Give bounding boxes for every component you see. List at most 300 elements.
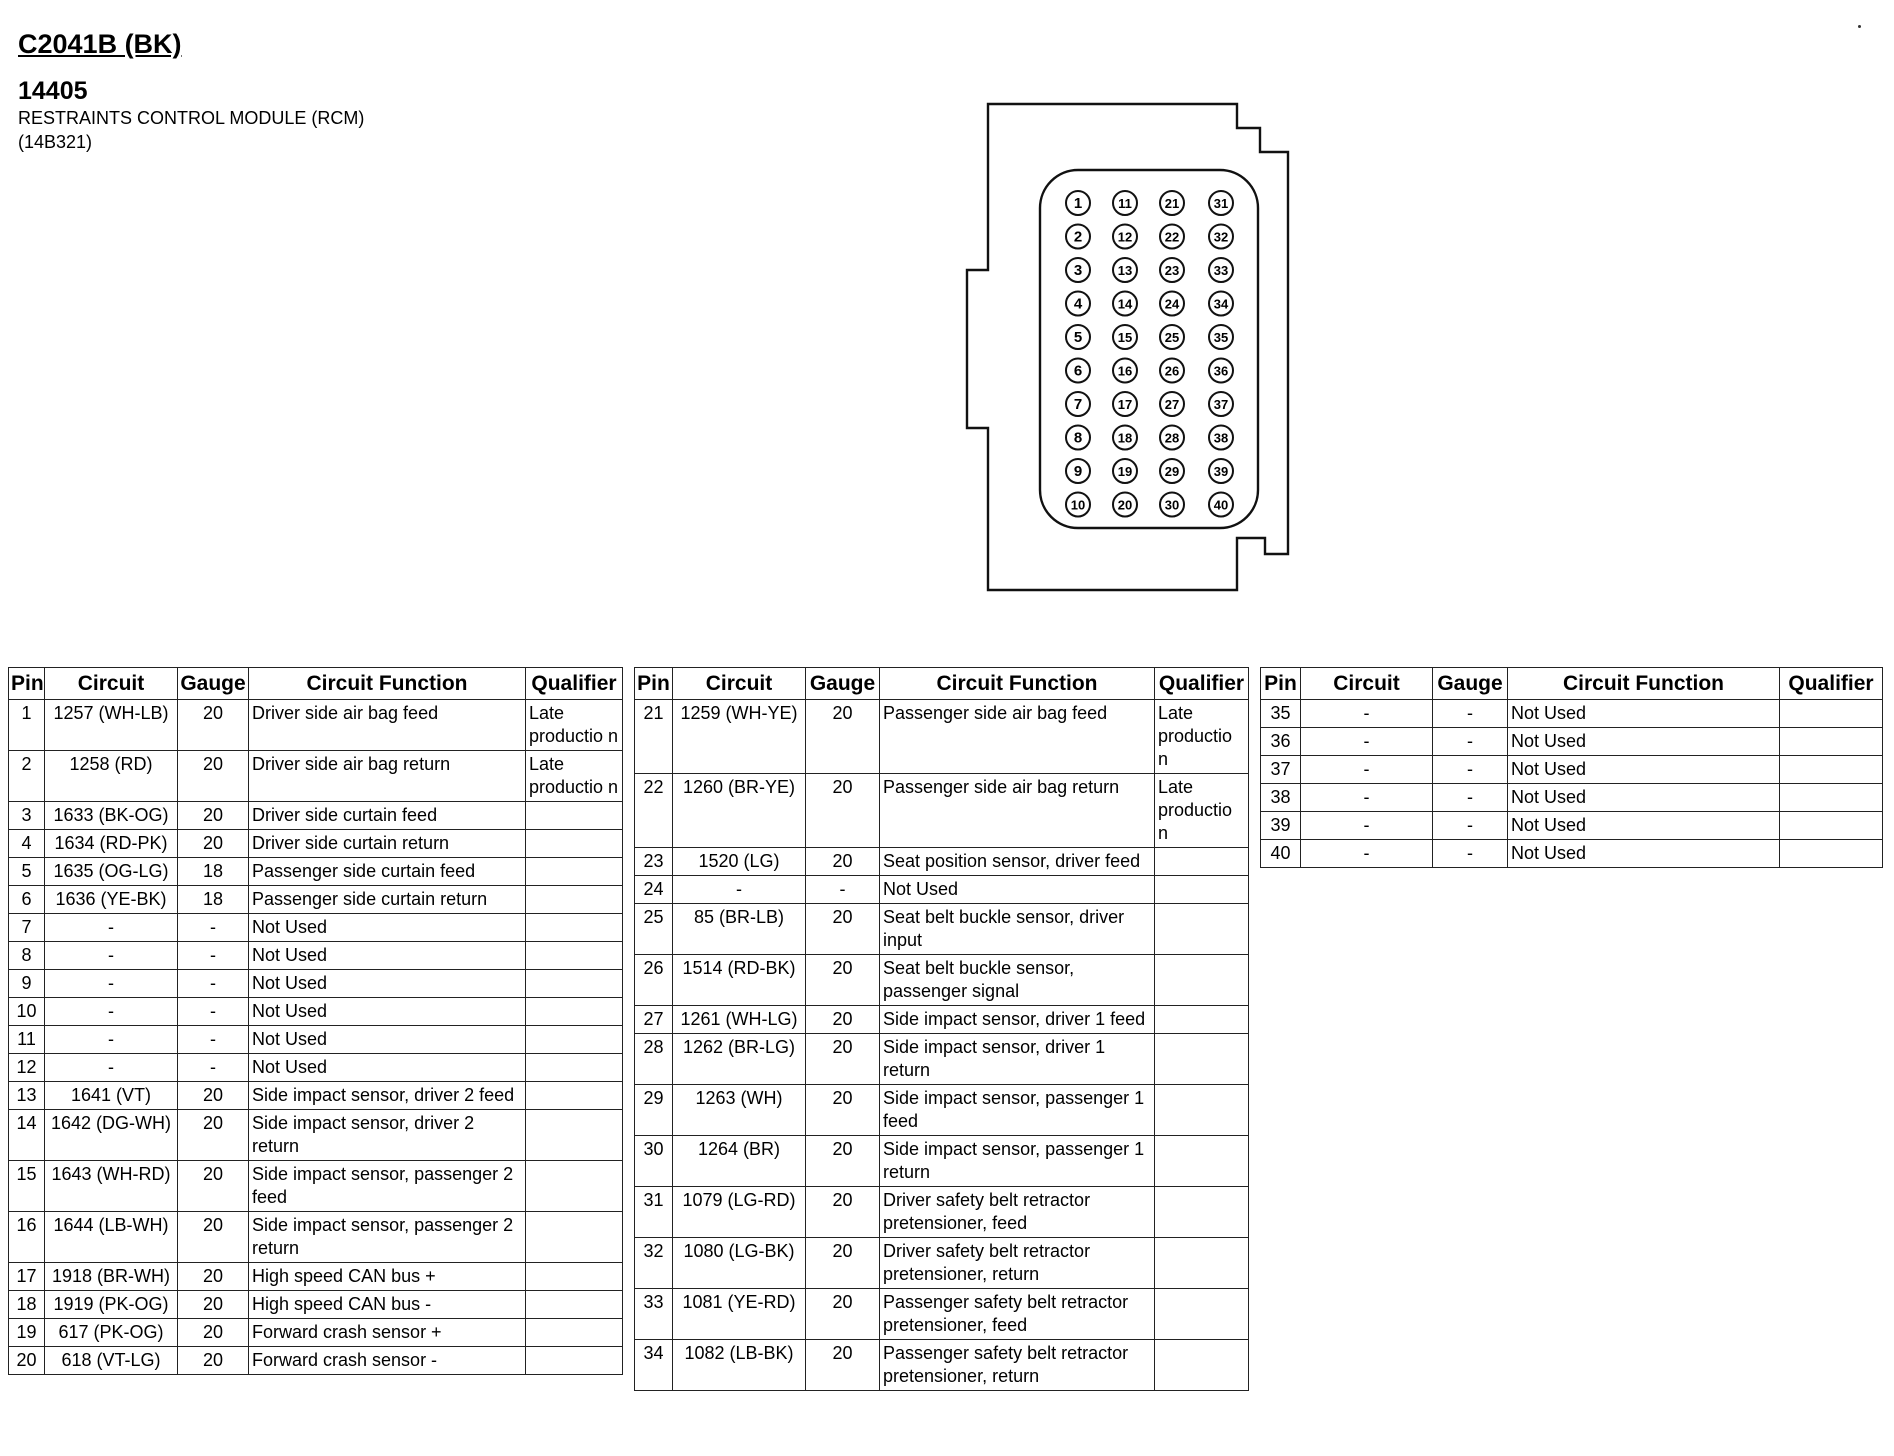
connector-pin — [1209, 292, 1233, 316]
pin-number-label: 11 — [1118, 196, 1132, 211]
function-cell: Driver side air bag feed — [249, 700, 526, 751]
table-row — [635, 1340, 1249, 1391]
function-cell: Driver side curtain return — [249, 830, 526, 858]
circuit-cell: 1636 (YE-BK) — [45, 886, 178, 914]
qualifier-cell — [1155, 1289, 1249, 1340]
table-row — [9, 886, 623, 914]
pin-number-label: 19 — [1117, 464, 1133, 479]
table-row — [9, 1026, 623, 1054]
pin-number-label: 40 — [1213, 497, 1229, 513]
pin-cell: 29 — [635, 1085, 673, 1136]
pin-number-label: 9 — [1073, 463, 1083, 480]
connector-pin — [1209, 325, 1233, 349]
function-cell: Side impact sensor, driver 2 feed — [249, 1082, 526, 1110]
col-header-qualifier: Qualifier — [1155, 668, 1249, 700]
pin-cell: 28 — [635, 1034, 673, 1085]
qualifier-cell: Late productio n — [526, 700, 623, 751]
module-code: (14B321) — [18, 132, 93, 152]
pin-number-label: 4 — [1073, 295, 1083, 313]
circuit-cell: 1633 (BK-OG) — [45, 802, 178, 830]
table-row — [9, 1082, 623, 1110]
qualifier-cell — [1155, 1085, 1249, 1136]
circuit-cell: 1514 (RD-BK) — [673, 955, 806, 1006]
pin-number-label: 34 — [1213, 296, 1229, 312]
pin-number-label: 25 — [1164, 330, 1180, 345]
pin-cell: 25 — [635, 904, 673, 955]
gauge-cell: - — [178, 914, 249, 942]
gauge-cell: - — [178, 1054, 249, 1082]
function-cell: Side impact sensor, passenger 1 feed — [880, 1085, 1155, 1136]
qualifier-cell — [526, 1347, 623, 1375]
qualifier-cell: Late productio n — [1155, 700, 1249, 774]
gauge-cell: 20 — [806, 1289, 880, 1340]
circuit-cell: - — [45, 1026, 178, 1054]
pin-number-label: 10 — [1070, 497, 1086, 513]
circuit-cell: - — [673, 876, 806, 904]
connector-pin — [1113, 325, 1137, 349]
qualifier-cell — [526, 1212, 623, 1263]
qualifier-cell — [1155, 1187, 1249, 1238]
pin-number-label: 2 — [1073, 228, 1083, 246]
qualifier-cell — [526, 1026, 623, 1054]
qualifier-cell — [1155, 1006, 1249, 1034]
circuit-cell: - — [1301, 784, 1433, 812]
col-header-function: Circuit Function — [249, 668, 526, 700]
table-row — [9, 998, 623, 1026]
circuit-cell: 1258 (RD) — [45, 751, 178, 802]
table-row — [1261, 700, 1883, 728]
function-cell: Not Used — [249, 998, 526, 1026]
pin-number-label: 17 — [1117, 397, 1133, 412]
circuit-cell: 1080 (LG-BK) — [673, 1238, 806, 1289]
pin-number-label: 30 — [1164, 497, 1180, 513]
pin-cell: 40 — [1261, 840, 1301, 868]
circuit-cell: - — [1301, 840, 1433, 868]
pin-number-label: 16 — [1117, 363, 1133, 379]
pin-cell: 17 — [9, 1263, 45, 1291]
table-row — [9, 830, 623, 858]
qualifier-cell — [1780, 784, 1883, 812]
circuit-cell: 1257 (WH-LB) — [45, 700, 178, 751]
pin-number-label: 6 — [1073, 362, 1083, 380]
qualifier-cell — [1155, 955, 1249, 1006]
connector-pin — [1209, 459, 1233, 483]
circuit-cell: - — [1301, 728, 1433, 756]
circuit-cell: 1918 (BR-WH) — [45, 1263, 178, 1291]
connector-pin — [1209, 493, 1233, 517]
col-header-gauge: Gauge — [178, 668, 249, 700]
connector-pin — [1160, 191, 1184, 215]
pin-cell: 33 — [635, 1289, 673, 1340]
pin-cell: 11 — [9, 1026, 45, 1054]
connector-pin — [1160, 325, 1184, 349]
function-cell: Side impact sensor, passenger 2 feed — [249, 1161, 526, 1212]
qualifier-cell — [1155, 876, 1249, 904]
connector-pin — [1066, 493, 1090, 517]
table-row — [635, 1136, 1249, 1187]
table-row — [635, 876, 1249, 904]
table-row — [9, 802, 623, 830]
connector-pin — [1066, 459, 1090, 483]
qualifier-cell — [1155, 1034, 1249, 1085]
pin-number-label: 26 — [1164, 363, 1180, 379]
pin-number-label: 39 — [1213, 464, 1229, 479]
scan-speck — [1858, 25, 1861, 28]
table-row — [635, 1006, 1249, 1034]
qualifier-cell — [526, 1263, 623, 1291]
qualifier-cell — [1780, 700, 1883, 728]
table-row — [9, 1263, 623, 1291]
circuit-cell: 1259 (WH-YE) — [673, 700, 806, 774]
function-cell: Not Used — [249, 942, 526, 970]
pin-cell: 19 — [9, 1319, 45, 1347]
pin-number-label: 28 — [1164, 430, 1180, 446]
connector-pin — [1066, 292, 1090, 316]
function-cell: Side impact sensor, passenger 1 return — [880, 1136, 1155, 1187]
gauge-cell: 20 — [806, 1085, 880, 1136]
function-cell: Passenger side curtain feed — [249, 858, 526, 886]
table-row — [1261, 728, 1883, 756]
gauge-cell: 18 — [178, 886, 249, 914]
pin-number-label: 13 — [1117, 263, 1133, 278]
table-row — [635, 904, 1249, 955]
function-cell: High speed CAN bus - — [249, 1291, 526, 1319]
table-row — [9, 1110, 623, 1161]
gauge-cell: 20 — [806, 1006, 880, 1034]
table-row — [635, 700, 1249, 774]
connector-pin — [1160, 392, 1184, 416]
pin-cell: 3 — [9, 802, 45, 830]
table-row — [9, 1347, 623, 1375]
table-row — [635, 1034, 1249, 1085]
table-row — [9, 751, 623, 802]
connector-pin — [1160, 459, 1184, 483]
qualifier-cell — [1155, 1238, 1249, 1289]
function-cell: Passenger safety belt retractor pretensioner, feed — [880, 1289, 1155, 1340]
gauge-cell: 20 — [806, 1340, 880, 1391]
gauge-cell: 20 — [806, 904, 880, 955]
connector-pin — [1113, 292, 1137, 316]
pin-cell: 2 — [9, 751, 45, 802]
gauge-cell: - — [178, 998, 249, 1026]
qualifier-cell — [526, 1291, 623, 1319]
gauge-cell: 20 — [806, 1187, 880, 1238]
qualifier-cell — [526, 1161, 623, 1212]
circuit-cell: - — [1301, 700, 1433, 728]
table-row — [9, 914, 623, 942]
col-header-qualifier: Qualifier — [526, 668, 623, 700]
circuit-cell: 1081 (YE-RD) — [673, 1289, 806, 1340]
circuit-cell: 1643 (WH-RD) — [45, 1161, 178, 1212]
pin-cell: 37 — [1261, 756, 1301, 784]
connector-pin — [1113, 459, 1137, 483]
qualifier-cell — [1780, 812, 1883, 840]
connector-pin — [1209, 225, 1233, 249]
circuit-cell: 1079 (LG-RD) — [673, 1187, 806, 1238]
table-header-row — [9, 668, 623, 700]
qualifier-cell — [526, 886, 623, 914]
gauge-cell: - — [806, 876, 880, 904]
table-row — [9, 700, 623, 751]
circuit-cell: - — [45, 1054, 178, 1082]
col-header-pin: Pin — [1261, 668, 1301, 700]
col-header-circuit: Circuit — [673, 668, 806, 700]
pin-table-1 — [8, 667, 623, 1375]
table-row — [1261, 784, 1883, 812]
qualifier-cell — [526, 942, 623, 970]
pin-cell: 27 — [635, 1006, 673, 1034]
function-cell: Not Used — [1508, 728, 1780, 756]
circuit-cell: 1260 (BR-YE) — [673, 774, 806, 848]
connector-pin — [1209, 258, 1233, 282]
gauge-cell: - — [1433, 784, 1508, 812]
pin-cell: 1 — [9, 700, 45, 751]
table-row — [9, 1054, 623, 1082]
pin-cell: 20 — [9, 1347, 45, 1375]
connector-pin — [1113, 426, 1137, 450]
function-cell: Not Used — [249, 970, 526, 998]
qualifier-cell — [526, 1082, 623, 1110]
pin-cell: 6 — [9, 886, 45, 914]
connector-pin — [1066, 191, 1090, 215]
qualifier-cell — [1155, 848, 1249, 876]
col-header-pin: Pin — [635, 668, 673, 700]
table-header-row — [635, 668, 1249, 700]
pin-cell: 18 — [9, 1291, 45, 1319]
gauge-cell: 20 — [806, 774, 880, 848]
gauge-cell: 20 — [178, 1110, 249, 1161]
qualifier-cell — [526, 1110, 623, 1161]
pin-number-label: 33 — [1213, 263, 1229, 278]
function-cell: Not Used — [249, 1054, 526, 1082]
col-header-gauge: Gauge — [806, 668, 880, 700]
pin-number-label: 18 — [1117, 430, 1133, 446]
connector-pin — [1160, 292, 1184, 316]
gauge-cell: - — [1433, 840, 1508, 868]
connector-pin — [1160, 258, 1184, 282]
pin-cell: 36 — [1261, 728, 1301, 756]
circuit-cell: 1262 (BR-LG) — [673, 1034, 806, 1085]
gauge-cell: 20 — [178, 1319, 249, 1347]
function-cell: Side impact sensor, passenger 2 return — [249, 1212, 526, 1263]
pin-number-label: 12 — [1117, 229, 1133, 245]
connector-pin — [1209, 359, 1233, 383]
pin-cell: 4 — [9, 830, 45, 858]
table-row — [9, 1319, 623, 1347]
circuit-cell: 1082 (LB-BK) — [673, 1340, 806, 1391]
pin-number-label: 21 — [1164, 196, 1180, 211]
table-row — [635, 1289, 1249, 1340]
function-cell: Not Used — [1508, 812, 1780, 840]
function-cell: Not Used — [1508, 700, 1780, 728]
table-row — [9, 1161, 623, 1212]
function-cell: Not Used — [1508, 840, 1780, 868]
gauge-cell: 20 — [178, 700, 249, 751]
qualifier-cell — [526, 914, 623, 942]
pin-cell: 21 — [635, 700, 673, 774]
function-cell: Not Used — [1508, 756, 1780, 784]
table-row — [9, 1212, 623, 1263]
table-row — [1261, 840, 1883, 868]
connector-pin — [1066, 258, 1090, 282]
gauge-cell: 20 — [178, 1082, 249, 1110]
pin-number-label: 29 — [1164, 464, 1180, 479]
function-cell: Seat position sensor, driver feed — [880, 848, 1155, 876]
gauge-cell: - — [178, 1026, 249, 1054]
connector-pin — [1066, 426, 1090, 450]
pin-cell: 5 — [9, 858, 45, 886]
pin-number-label: 1 — [1073, 195, 1083, 212]
pin-cell: 30 — [635, 1136, 673, 1187]
function-cell: Passenger side curtain return — [249, 886, 526, 914]
col-header-circuit: Circuit — [1301, 668, 1433, 700]
gauge-cell: 20 — [806, 1034, 880, 1085]
circuit-cell: - — [45, 914, 178, 942]
qualifier-cell — [1155, 904, 1249, 955]
qualifier-cell — [526, 830, 623, 858]
gauge-cell: 20 — [178, 1212, 249, 1263]
pin-number-label: 5 — [1073, 329, 1083, 346]
gauge-cell: - — [1433, 812, 1508, 840]
function-cell: Not Used — [249, 1026, 526, 1054]
function-cell: Side impact sensor, driver 2 return — [249, 1110, 526, 1161]
connector-pin — [1113, 392, 1137, 416]
function-cell: Passenger side air bag feed — [880, 700, 1155, 774]
pin-number-label: 7 — [1073, 396, 1083, 413]
pin-table-3 — [1260, 667, 1883, 868]
qualifier-cell — [526, 1054, 623, 1082]
gauge-cell: - — [178, 942, 249, 970]
col-header-function: Circuit Function — [880, 668, 1155, 700]
table-row — [1261, 812, 1883, 840]
connector-pin — [1160, 426, 1184, 450]
pin-grid — [1066, 191, 1233, 517]
table-row — [9, 970, 623, 998]
qualifier-cell: Late productio n — [1155, 774, 1249, 848]
table-row — [635, 848, 1249, 876]
pin-cell: 13 — [9, 1082, 45, 1110]
circuit-cell: 1634 (RD-PK) — [45, 830, 178, 858]
connector-pin — [1066, 359, 1090, 383]
circuit-cell: 1641 (VT) — [45, 1082, 178, 1110]
connector-pin — [1066, 392, 1090, 416]
gauge-cell: 20 — [806, 1136, 880, 1187]
pin-cell: 31 — [635, 1187, 673, 1238]
circuit-cell: 1642 (DG-WH) — [45, 1110, 178, 1161]
connector-pin — [1113, 258, 1137, 282]
qualifier-cell: Late productio n — [526, 751, 623, 802]
table-row — [635, 774, 1249, 848]
gauge-cell: 20 — [178, 1263, 249, 1291]
qualifier-cell — [526, 1319, 623, 1347]
circuit-cell: 1644 (LB-WH) — [45, 1212, 178, 1263]
qualifier-cell — [526, 858, 623, 886]
connector-pin — [1209, 426, 1233, 450]
pin-cell: 26 — [635, 955, 673, 1006]
qualifier-cell — [1155, 1136, 1249, 1187]
function-cell: Forward crash sensor - — [249, 1347, 526, 1375]
gauge-cell: 20 — [178, 1161, 249, 1212]
function-cell: Not Used — [249, 914, 526, 942]
pin-number-label: 23 — [1164, 263, 1180, 278]
qualifier-cell — [1780, 728, 1883, 756]
table-row — [635, 1238, 1249, 1289]
connector-face-diagram — [960, 98, 1300, 608]
gauge-cell: 20 — [178, 830, 249, 858]
circuit-cell: - — [45, 970, 178, 998]
pin-cell: 23 — [635, 848, 673, 876]
connector-pin — [1113, 359, 1137, 383]
qualifier-cell — [526, 970, 623, 998]
function-cell: Driver safety belt retractor pretensioner, return — [880, 1238, 1155, 1289]
table-row — [635, 955, 1249, 1006]
qualifier-cell — [1780, 756, 1883, 784]
pin-number-label: 38 — [1213, 430, 1229, 446]
function-cell: Seat belt buckle sensor, driver input — [880, 904, 1155, 955]
function-cell: Forward crash sensor + — [249, 1319, 526, 1347]
table-row — [9, 942, 623, 970]
pin-cell: 7 — [9, 914, 45, 942]
pin-number-label: 15 — [1117, 330, 1133, 345]
circuit-cell: - — [45, 998, 178, 1026]
pin-cell: 14 — [9, 1110, 45, 1161]
function-cell: Side impact sensor, driver 1 return — [880, 1034, 1155, 1085]
gauge-cell: 20 — [806, 848, 880, 876]
circuit-cell: 1919 (PK-OG) — [45, 1291, 178, 1319]
pin-number-label: 27 — [1164, 397, 1180, 412]
col-header-gauge: Gauge — [1433, 668, 1508, 700]
circuit-cell: 1635 (OG-LG) — [45, 858, 178, 886]
connector-pin — [1113, 493, 1137, 517]
table-header-row — [1261, 668, 1883, 700]
gauge-cell: 20 — [178, 802, 249, 830]
pin-number-label: 32 — [1213, 229, 1229, 245]
connector-pin — [1160, 225, 1184, 249]
circuit-cell: 617 (PK-OG) — [45, 1319, 178, 1347]
connector-pin — [1209, 191, 1233, 215]
pin-table-2 — [634, 667, 1249, 1391]
function-cell: Passenger safety belt retractor pretensioner, return — [880, 1340, 1155, 1391]
circuit-cell: 1264 (BR) — [673, 1136, 806, 1187]
connector-pin — [1160, 493, 1184, 517]
table-row — [1261, 756, 1883, 784]
function-cell: Seat belt buckle sensor, passenger signal — [880, 955, 1155, 1006]
qualifier-cell — [526, 802, 623, 830]
circuit-cell: 1520 (LG) — [673, 848, 806, 876]
function-cell: Side impact sensor, driver 1 feed — [880, 1006, 1155, 1034]
pin-cell: 39 — [1261, 812, 1301, 840]
connector-pin — [1113, 191, 1137, 215]
header-block — [18, 28, 364, 154]
circuit-cell: 1261 (WH-LG) — [673, 1006, 806, 1034]
pin-cell: 16 — [9, 1212, 45, 1263]
pin-number-label: 35 — [1213, 330, 1229, 345]
connector-pin — [1209, 392, 1233, 416]
connector-pin — [1066, 325, 1090, 349]
gauge-cell: 20 — [178, 1347, 249, 1375]
table-row — [635, 1085, 1249, 1136]
gauge-cell: 20 — [178, 1291, 249, 1319]
gauge-cell: - — [1433, 756, 1508, 784]
pin-cell: 10 — [9, 998, 45, 1026]
pin-number-label: 14 — [1117, 296, 1133, 312]
pin-number-label: 24 — [1164, 296, 1180, 312]
pin-cell: 9 — [9, 970, 45, 998]
pin-cell: 35 — [1261, 700, 1301, 728]
pin-cell: 8 — [9, 942, 45, 970]
gauge-cell: 20 — [178, 751, 249, 802]
gauge-cell: - — [178, 970, 249, 998]
